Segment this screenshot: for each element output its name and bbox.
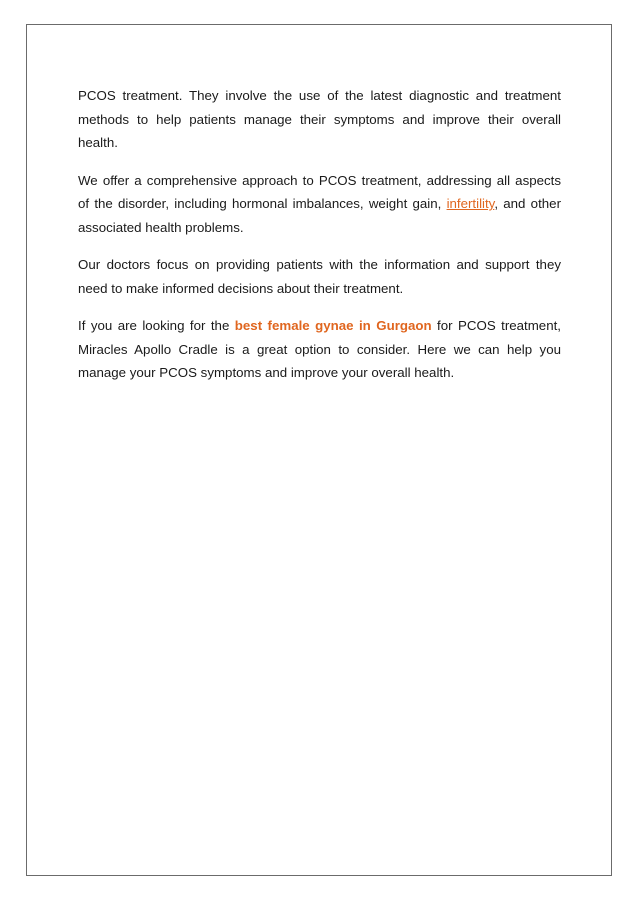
best-female-gynae-link[interactable]: best female gynae in Gurgaon <box>234 318 432 333</box>
paragraph-1-text: PCOS treatment. They involve the use of the latest diagnostic and treatment methods to help patients manage their symptoms and improve their overall health. <box>78 88 561 150</box>
paragraph-2-text-after: , and other associated health problems. <box>78 196 561 235</box>
paragraph-3-text: Our doctors focus on providing patients with the information and support they need to make informed decisions about their treatment. <box>78 257 561 296</box>
paragraph-4-text-after: for PCOS treatment, Miracles Apollo Cradle is a great option to consider. Here we can help you manage your PCOS symptoms and improve your overall health. <box>78 318 561 380</box>
infertility-link[interactable]: infertility <box>446 196 495 211</box>
paragraph-2 <box>78 169 561 240</box>
document-body <box>78 84 561 399</box>
paragraph-3 <box>78 253 561 300</box>
paragraph-4 <box>78 314 561 385</box>
paragraph-4-text-before: If you are looking for the <box>78 318 235 333</box>
paragraph-2-text-before: We offer a comprehensive approach to PCOS treatment, addressing all aspects of the disorder, including hormonal imbalances, weight gain, <box>78 172 561 211</box>
paragraph-1 <box>78 84 561 155</box>
